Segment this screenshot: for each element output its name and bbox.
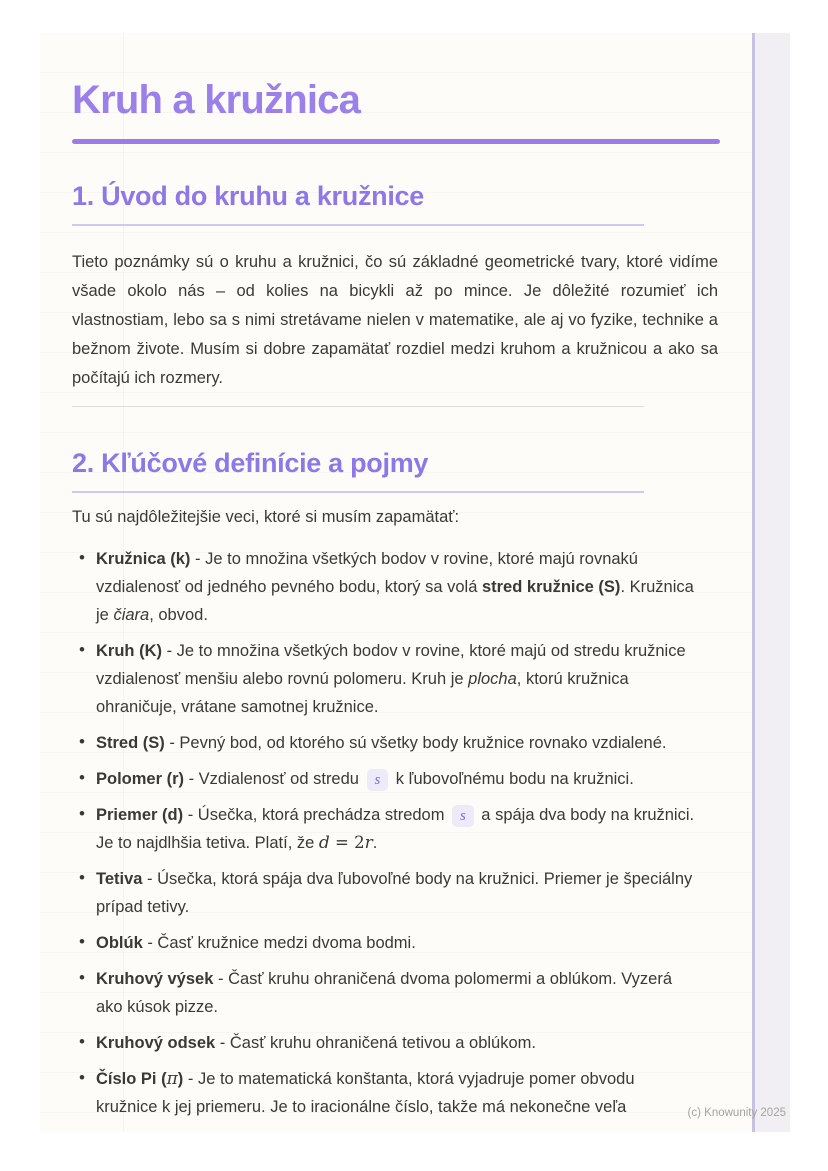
emphasis-text: čiara xyxy=(113,606,150,624)
term-bold: Číslo Pi ( xyxy=(96,1070,167,1088)
definitions-intro: Tu sú najdôležitejšie veci, ktoré si musím zapamätať: xyxy=(72,508,460,526)
definitions-list xyxy=(72,545,696,1121)
copyright-footer: (c) Knowunity 2025 xyxy=(687,1107,786,1119)
term-bold: Priemer (d) xyxy=(96,806,184,824)
definition-text: , ktorú kružnica ohraničuje, vrátane samotnej kružnice. xyxy=(96,670,629,716)
definition-item xyxy=(72,801,696,857)
definition-text: - Vzdialenosť od stredu xyxy=(184,770,364,788)
section2-heading-block xyxy=(72,447,644,493)
math-chip: s xyxy=(452,805,474,827)
section-divider xyxy=(72,406,644,407)
section1-heading-block xyxy=(72,180,644,226)
note-page xyxy=(40,33,790,1132)
definition-text: a spája dva body na kružnici. Je to najdlhšia tetiva. Platí, že xyxy=(96,806,695,852)
definition-item xyxy=(72,1029,696,1057)
definition-text: - Úsečka, ktorá spája dva ľubovoľné body na kružnici. Priemer je špeciálny prípad tetivy. xyxy=(96,870,693,916)
math-variable: d xyxy=(318,833,330,853)
intro-paragraph: Tieto poznámky sú o kruhu a kružnici, čo sú základné geometrické tvary, ktoré vidíme všade okolo nás – od kolies na bicykli až po mince. Je dôležité rozumieť ich vlastnostiam, lebo sa s nimi stretávame nielen v matematike, ale aj vo fyzike, technike a bežnom živote. Musím si dobre zapamätať rozdiel medzi kruhom a kružnicou a ako sa počítajú ich rozmery. xyxy=(72,253,718,387)
definition-text: - Časť kruhu ohraničená tetivou a oblúkom. xyxy=(215,1034,536,1052)
definition-text: - Je to množina všetkých bodov v rovine, ktoré majú rovnakú vzdialenosť od jedného pevného bodu, ktorý sa volá xyxy=(96,550,638,596)
definition-item xyxy=(72,637,696,721)
title-underline-rule xyxy=(72,139,720,144)
definition-text: - Je to množina všetkých bodov v rovine, ktoré majú od stredu kružnice vzdialenosť menšiu alebo rovnú polomeru. Kruh je xyxy=(96,642,686,688)
page-title: Kruh a kružnica xyxy=(72,78,361,122)
definition-text: k ľubovoľnému bodu na kružnici. xyxy=(391,770,634,788)
math-text: = 2 xyxy=(329,833,365,852)
term-bold: Stred (S) xyxy=(96,734,165,752)
definition-item xyxy=(72,765,696,793)
right-margin-strip xyxy=(752,33,790,1132)
emphasis-text: plocha xyxy=(468,670,517,688)
term-bold: ) xyxy=(177,1070,184,1088)
definition-text: - Časť kruhu ohraničená dvoma polomermi a oblúkom. Vyzerá ako kúsok pizze. xyxy=(96,970,673,1016)
definition-item xyxy=(72,1065,696,1121)
definition-text: - Úsečka, ktorá prechádza stredom xyxy=(183,806,450,824)
section1-heading: 1. Úvod do kruhu a kružnice xyxy=(72,181,424,211)
definition-item xyxy=(72,929,696,957)
section-definicie xyxy=(72,447,758,1121)
definition-text: - Pevný bod, od ktorého sú všetky body kružnice rovnako vzdialené. xyxy=(164,734,667,752)
math-variable: π xyxy=(166,1069,178,1089)
definition-item xyxy=(72,865,696,921)
term-bold: Oblúk xyxy=(96,934,143,952)
math-chip: s xyxy=(367,769,389,791)
term-bold: Kruhový výsek xyxy=(96,970,214,988)
term-bold: stred kružnice (S) xyxy=(481,578,621,596)
term-bold: Kruh (K) xyxy=(96,642,162,660)
term-bold: Polomer (r) xyxy=(96,770,185,788)
definition-item xyxy=(72,965,696,1021)
term-bold: Kružnica (k) xyxy=(96,550,191,568)
term-bold: Kruhový odsek xyxy=(96,1034,216,1052)
term-bold: Tetiva xyxy=(96,870,143,888)
definition-text: - Je to matematická konštanta, ktorá vyjadruje pomer obvodu kružnice k jej priemeru. Je to iracionálne číslo, takže má nekonečne veľa xyxy=(96,1070,635,1116)
definition-item xyxy=(72,545,696,629)
page-content xyxy=(40,78,758,1121)
definition-text: , obvod. xyxy=(149,606,208,624)
definition-text: . xyxy=(372,834,378,852)
definition-text: . Kružnica je xyxy=(96,578,694,624)
section2-heading: 2. Kľúčové definície a pojmy xyxy=(72,448,429,478)
math-variable: r xyxy=(364,833,373,853)
definition-item xyxy=(72,729,696,757)
definition-text: - Časť kružnice medzi dvoma bodmi. xyxy=(142,934,416,952)
section-uvod xyxy=(72,180,758,393)
